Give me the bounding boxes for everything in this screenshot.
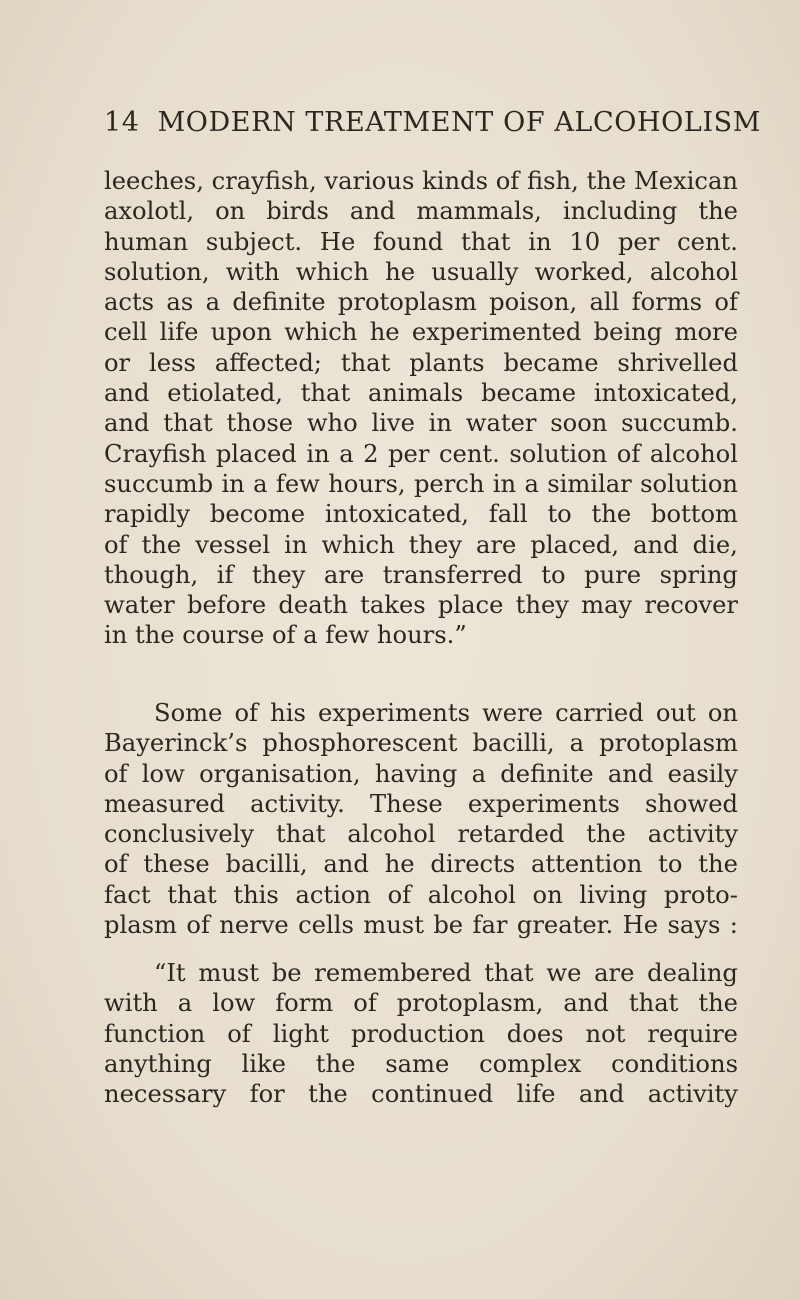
text-line: water before death takes place they may recover [104,591,738,620]
text-line: of the vessel in which they are placed, and die, [104,530,738,559]
text-line: fact that this action of alcohol on living proto- [104,880,738,909]
text-line: or less affected; that plants became shrivelled [104,348,738,377]
text-line: acts as a definite protoplasm poison, all forms of [104,288,738,317]
text-line: human subject. He found that in 10 per cent. [104,227,738,256]
text-line: function of light production does not require [104,1019,738,1048]
text-line: solution, with which he usually worked, alcohol [104,257,738,286]
text-line: anything like the same complex conditions [104,1049,738,1078]
text-line: of low organisation, having a definite and easily [104,759,738,788]
text-line: Bayerinck’s phosphorescent bacilli, a protoplasm [104,729,738,758]
text-line: with a low form of protoplasm, and that the [104,989,738,1018]
text-line: Crayfish placed in a 2 per cent. solution of alcohol [104,439,738,468]
text-line: and that those who live in water soon succumb. [104,409,738,438]
text-line: Some of his experiments were carried out on [154,699,738,727]
text-line: and etiolated, that animals became intoxicated, [104,379,738,408]
text-line: plasm of nerve cells must be far greater. He says : [104,911,738,940]
text-line: cell life upon which he experimented being more [104,318,738,347]
running-title: MODERN TREATMENT OF ALCOHOLISM [157,107,761,138]
text-line: axolotl, on birds and mammals, including the [104,197,738,226]
text-line: leeches, crayfish, various kinds of fish, the Mexican [104,167,738,195]
paragraph-3 [104,958,738,1109]
text-line: of these bacilli, and he directs attention to the [104,850,738,879]
text-line: succumb in a few hours, perch in a similar solution [104,469,738,498]
text-line: in the course of a few hours.” [104,621,467,650]
text-line: necessary for the continued life and activity [104,1080,738,1109]
page-number: 14 [104,107,140,138]
text-line: conclusively that alcohol retarded the activity [104,820,738,849]
text-line: measured activity. These experiments showed [104,789,738,818]
paragraph-1 [104,166,738,651]
running-header [104,107,761,138]
text-line: though, if they are transferred to pure spring [104,560,738,589]
paragraph-2 [104,698,738,940]
text-line: rapidly become intoxicated, fall to the bottom [104,500,738,529]
text-line: “It must be remembered that we are dealing [154,959,738,987]
